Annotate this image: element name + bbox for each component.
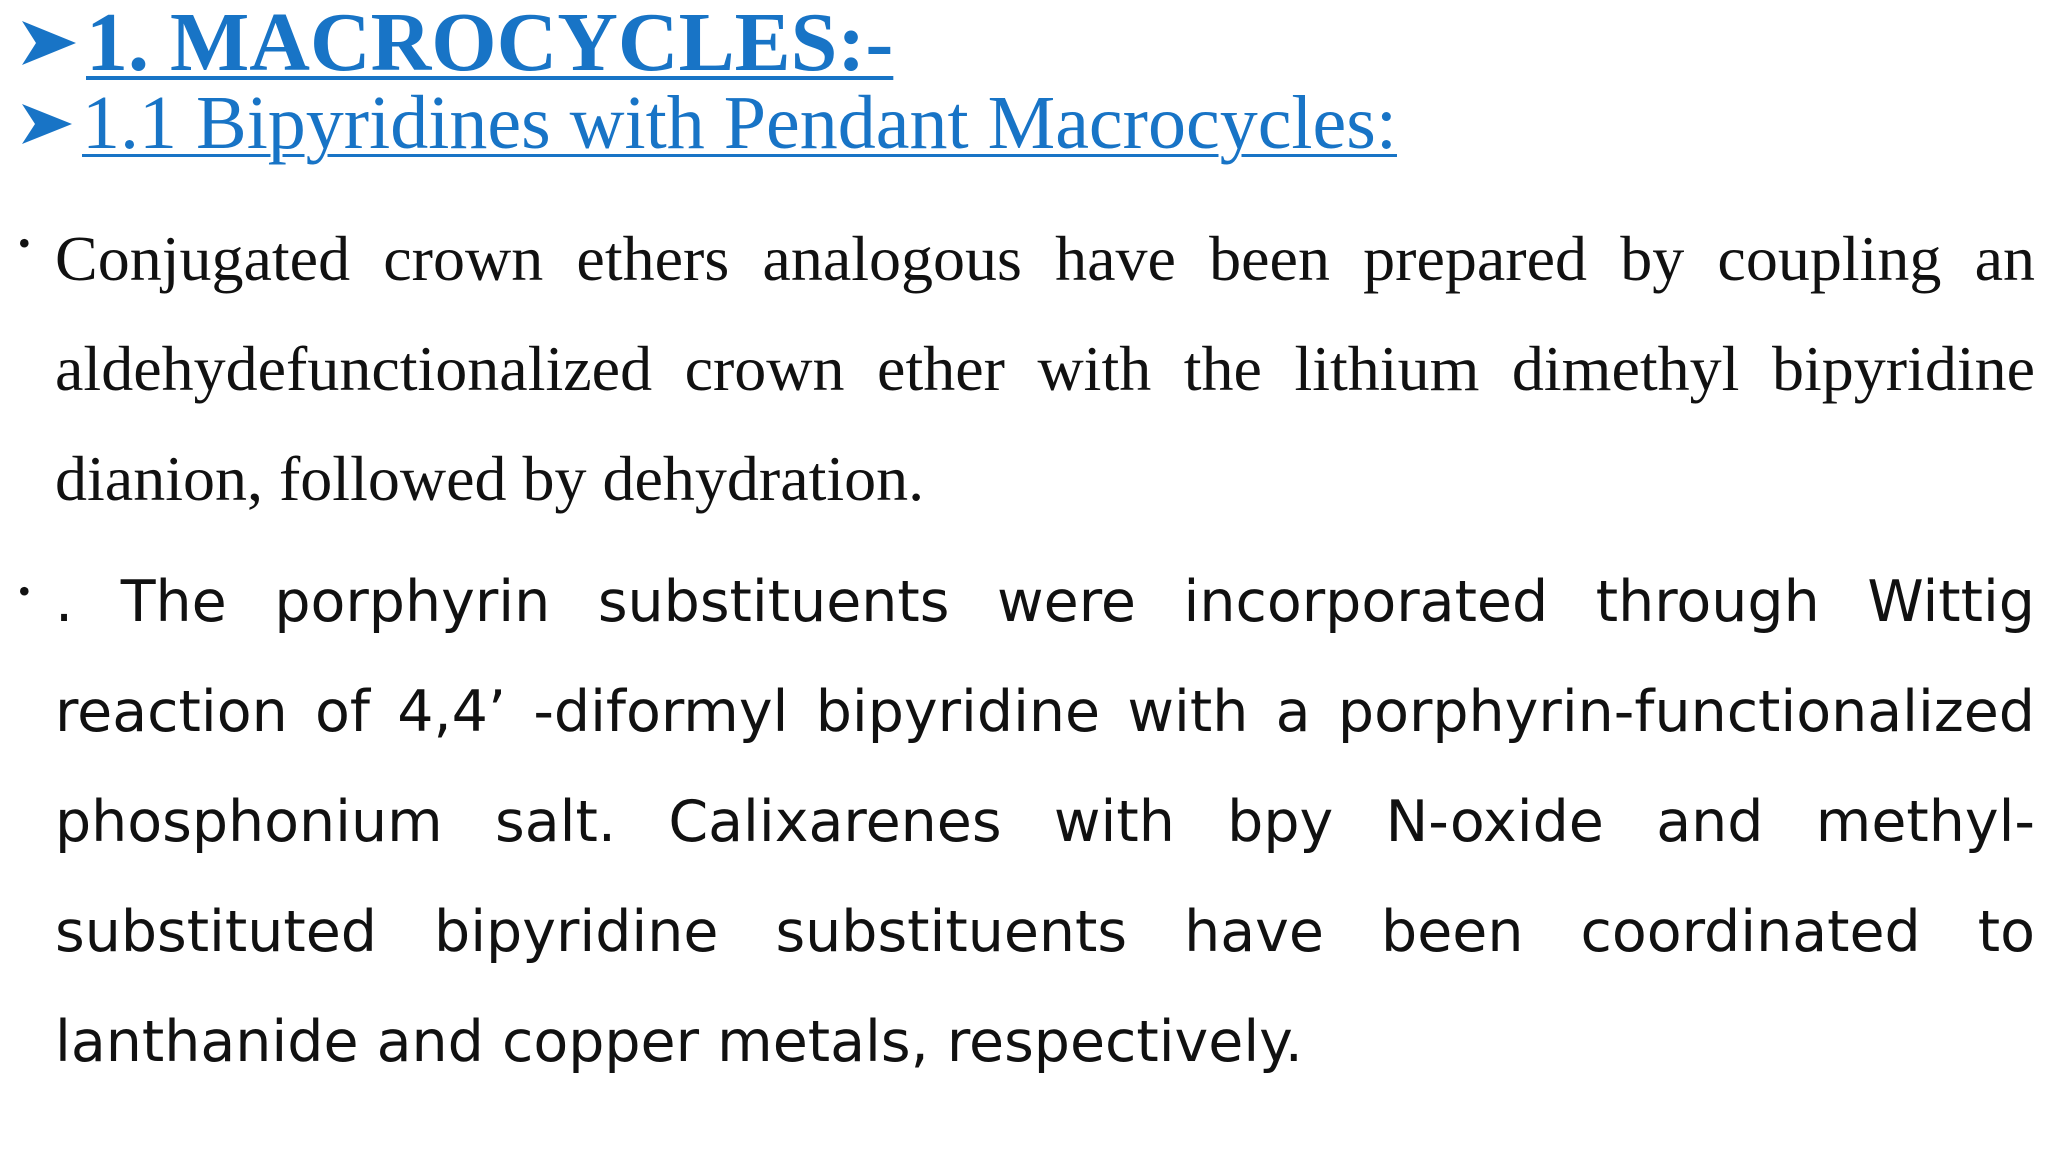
subsection-heading-text: 1.1 Bipyridines with Pendant Macrocycles: xyxy=(82,81,1397,165)
bullet-marker: • xyxy=(18,571,31,611)
subsection-heading xyxy=(20,80,1397,167)
bullet-paragraph: Conjugated crown ethers analogous have been prepared by coupling an aldehydefunctionalized crown ether with the lithium dimethyl bipyridine dianion, followed by dehydration. xyxy=(55,223,2035,514)
arrow-bullet-icon xyxy=(20,102,74,146)
section-heading xyxy=(20,0,893,91)
bullet-paragraph: . The porphyrin substituents were incorporated through Wittig reaction of 4,4’ -diformyl bipyridine with a porphyrin-functionalized phosphonium salt. Calixarenes with bpy N-oxide and methyl-substituted bipyridine substituents have been coordinated to lanthanide and copper metals, respectively. xyxy=(55,569,2035,1075)
section-heading-text: 1. MACROCYCLES:- xyxy=(86,0,894,89)
bullet-marker: • xyxy=(18,223,31,263)
arrow-bullet-icon xyxy=(20,19,78,67)
